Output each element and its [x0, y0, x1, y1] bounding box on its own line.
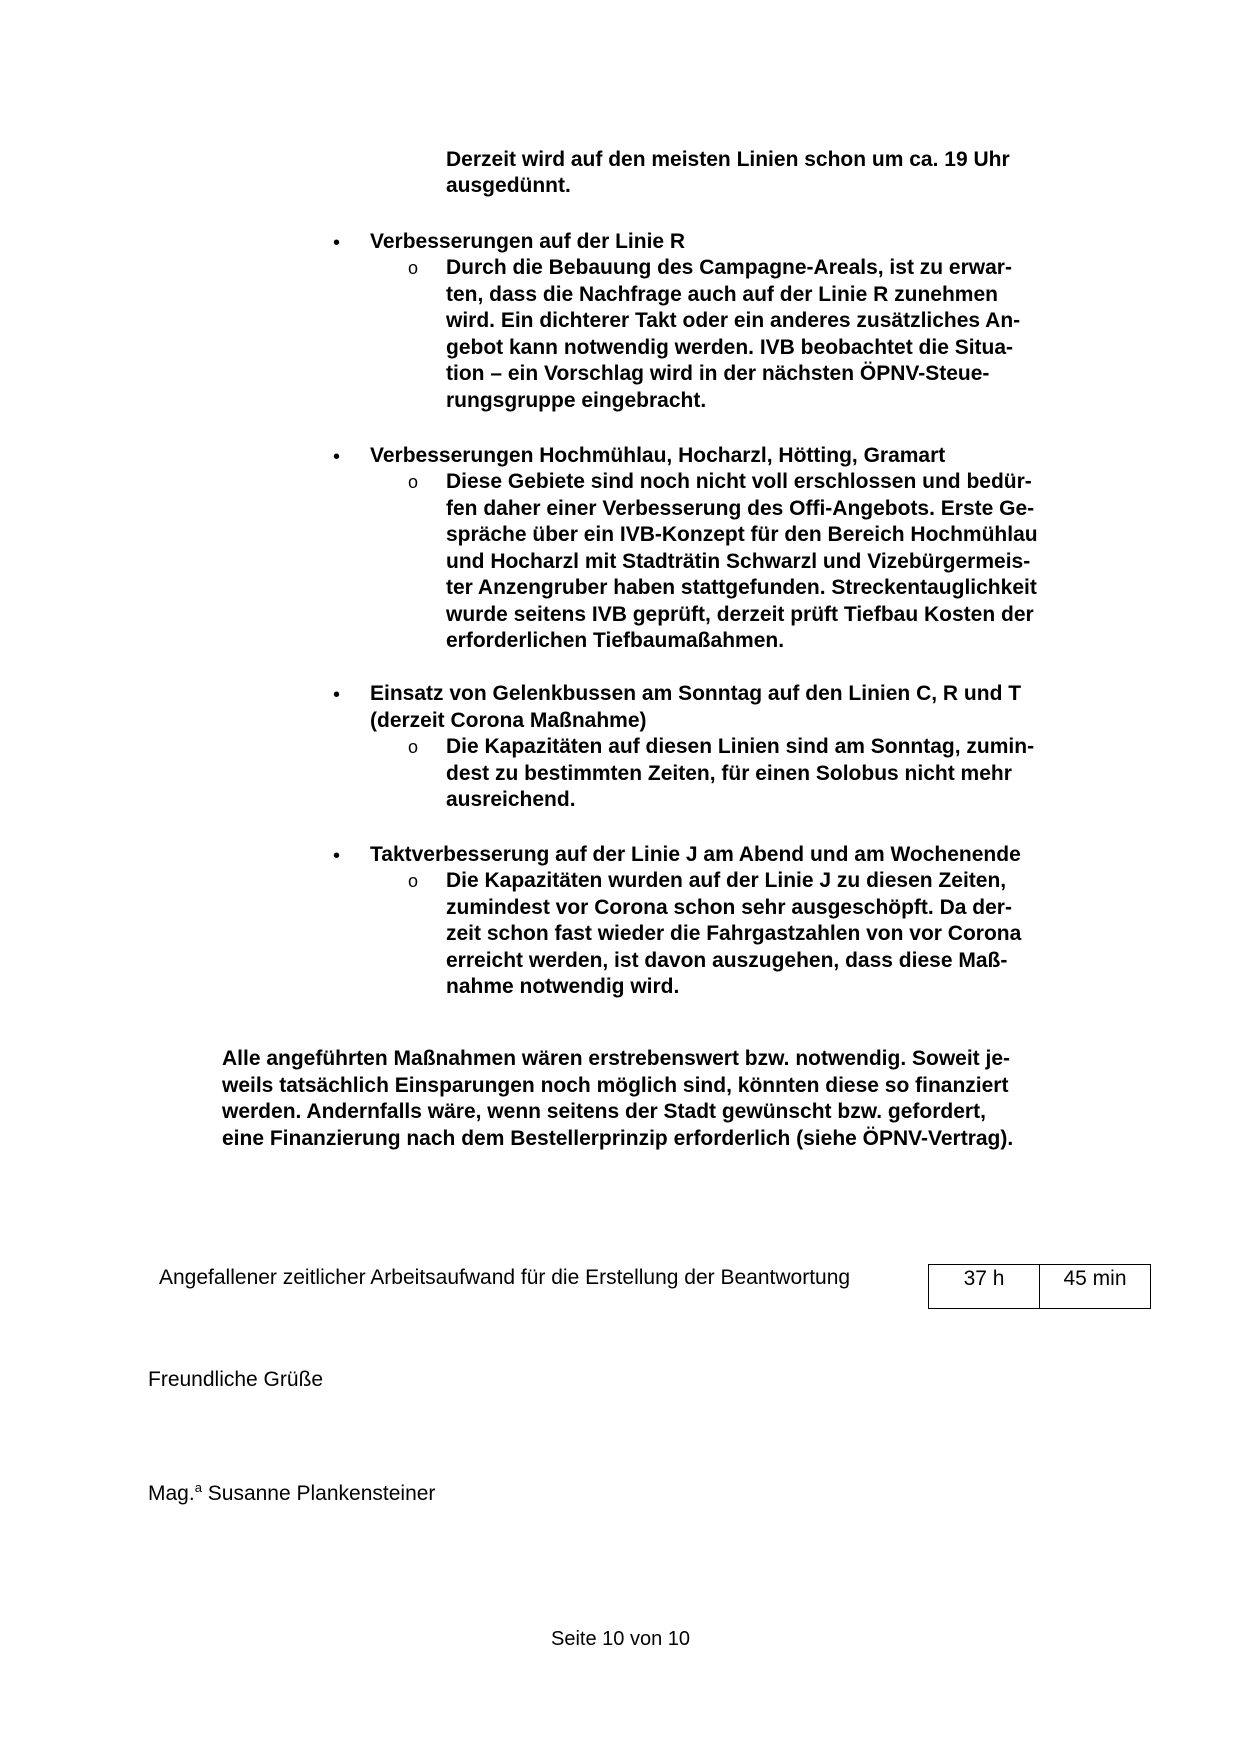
sub-bullet-icon: o	[408, 258, 419, 278]
item-heading: Einsatz von Gelenkbussen am Sonntag auf den Linien C, R und T (derzeit Corona Maßnahme)	[370, 682, 1022, 732]
bullet-icon: •	[333, 845, 341, 867]
table-row	[929, 1265, 1151, 1309]
summary-paragraph: Alle angeführten Maßnahmen wären erstrebenswert bzw. notwendig. Soweit je- weils tatsächlich Einsparungen noch möglich sind, könnten diese so finanziert werden. Andernfalls wäre, wenn seitens der Stadt gewünscht bzw. gefordert, eine Finanzierung nach dem Bestellerprinzip erforderlich (siehe ÖPNV-Vertrag).	[222, 1047, 1014, 1150]
item-heading: Verbesserungen auf der Linie R	[370, 230, 686, 253]
sub-bullet-icon: o	[408, 871, 419, 891]
bullet-icon: •	[333, 684, 341, 706]
signature-title-superscript: a	[194, 1480, 202, 1495]
signature-title: Mag.	[148, 1482, 195, 1505]
page-number: Seite 10 von 10	[551, 1628, 690, 1650]
item-sub-text: Diese Gebiete sind noch nicht voll erschlossen und bedür- fen daher einer Verbesserung des Offi-Angebots. Erste Ge- spräche über ein IVB-Konzept für den Bereich Hochmühlau und Hocharzl mit Stadträtin Schwarzl und Vizebürgermeis- ter Anzengruber haben stattgefunden. Streckentauglichkeit wurde seitens IVB geprüft, derzeit prüft Tiefbau Kosten der erforderlichen Tiefbaumaßahmen.	[446, 470, 1038, 652]
signature-name: Susanne Plankensteiner	[207, 1482, 436, 1505]
sub-bullet-icon: o	[408, 737, 419, 757]
bullet-icon: •	[333, 232, 341, 254]
item-heading: Verbesserungen Hochmühlau, Hocharzl, Hötting, Gramart	[370, 444, 946, 467]
intro-line-2: ausgedünnt.	[446, 174, 571, 197]
effort-hours: 37 h	[929, 1265, 1040, 1309]
closing-greeting: Freundliche Grüße	[148, 1368, 324, 1391]
intro-line-1: Derzeit wird auf den meisten Linien schon um ca. 19 Uhr	[446, 148, 1010, 171]
item-heading: Taktverbesserung auf der Linie J am Abend und am Wochenende	[370, 843, 1021, 866]
effort-minutes: 45 min	[1040, 1265, 1151, 1309]
item-sub-text: Die Kapazitäten auf diesen Linien sind am Sonntag, zumin- dest zu bestimmten Zeiten, für einen Solobus nicht mehr ausreichend.	[446, 735, 1035, 811]
signature	[148, 1480, 435, 1506]
effort-table	[928, 1264, 1151, 1309]
sub-bullet-icon: o	[408, 472, 419, 492]
bullet-icon: •	[333, 446, 341, 468]
item-sub-text: Die Kapazitäten wurden auf der Linie J zu diesen Zeiten, zumindest vor Corona schon sehr ausgeschöpft. Da der- zeit schon fast wieder die Fahrgastzahlen von vor Corona erreicht werden, ist davon auszugehen, dass diese Maß- nahme notwendig wird.	[446, 869, 1022, 998]
effort-label: Angefallener zeitlicher Arbeitsaufwand für die Erstellung der Beantwortung	[159, 1266, 851, 1289]
item-sub-text: Durch die Bebauung des Campagne-Areals, ist zu erwar- ten, dass die Nachfrage auch auf der Linie R zunehmen wird. Ein dichterer Takt oder ein anderes zusätzliches An- gebot kann notwendig werden. IVB beobachtet die Situa- tion – ein Vorschlag wird in der nächsten ÖPNV-Steue- rungsgruppe eingebracht.	[446, 256, 1021, 412]
